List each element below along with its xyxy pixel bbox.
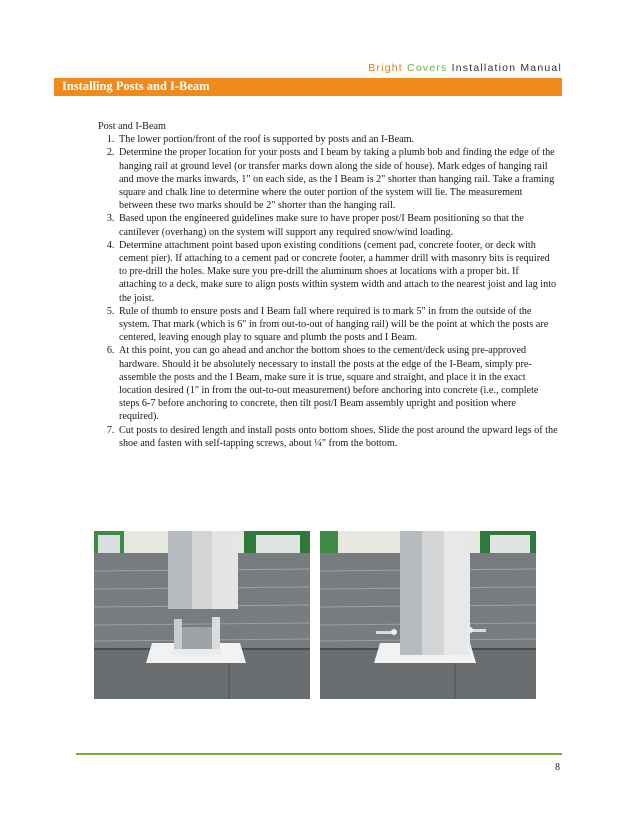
step-item: 5. Rule of thumb to ensure posts and I Beam fall where required is to mark 5" in from the outside of the system. That mark (which is 6" in from out-to-out of hanging rail) will be the point at which the posts are centered, leaving enough play to square and plumb the posts and I Beam. (117, 305, 558, 345)
step-item: 4. Determine attachment point based upon existing conditions (cement pad, concrete footer, or deck with cement pier). If attaching to a cement pad or concrete footer, a hammer drill with masonry bits is required to pre-drill the holes. Make sure you pre-drill the aluminum shoes at locations with a proper bit. If attaching to a deck, make sure to align posts within system width and attach to the nearest joist and lag into the joist. (117, 239, 558, 305)
body-text (98, 120, 558, 450)
step-item: 7. Cut posts to desired length and install posts onto bottom shoes. Slide the post around the upward legs of the shoe and fasten with self-tapping screws, about ¼" from the bottom. (117, 424, 558, 450)
subheading: Post and I-Beam (98, 121, 166, 132)
header-brand-bright: Bright (368, 62, 403, 74)
running-header (368, 62, 562, 74)
step-item: 1. The lower portion/front of the roof is supported by posts and an I-Beam. (117, 133, 558, 146)
steps-list (98, 133, 558, 450)
post-installed-render-figure (320, 531, 536, 699)
post-installed-illustration (320, 531, 536, 699)
section-title: Installing Posts and I-Beam (62, 79, 210, 93)
step-item: 2. Determine the proper location for your posts and I beam by taking a plumb bob and finding the edge of the hanging rail at ground level (or transfer marks down along the side of house). Mark edges of hanging rail and move the marks inwards, 1" on each side, as the I Beam is 2" shorter than hanging rail. Take a framing square and chalk line to determine where the outer portion of the system will lie. The measurement between these two marks should be 2" shorter than the hanging rail. (117, 146, 558, 212)
step-item: 3. Based upon the engineered guidelines make sure to have proper post/I Beam positioning so that the cantilever (overhang) on the system will support any required snow/wind loading. (117, 212, 558, 238)
header-brand-covers: Covers (407, 62, 448, 74)
footer-divider (76, 753, 562, 755)
section-banner (54, 78, 562, 96)
post-shoe-render-figure (94, 531, 310, 699)
header-manual-title: Installation Manual (451, 62, 562, 74)
page-number: 8 (555, 762, 560, 773)
post-shoe-illustration (94, 531, 310, 699)
step-item: 6. At this point, you can go ahead and anchor the bottom shoes to the cement/deck using pre-approved hardware. Should it be absolutely necessary to install the posts at the edge of the I-Beam, simply pre-assemble the posts and the I Beam, make sure it is true, square and straight, and place it in the exact location desired (1" in from the out-to-out measurement) before anchoring into concrete (i.e., complete steps 6-7 before anchoring to concrete, then tilt post/I Beam assembly upright and position where required). (117, 344, 558, 423)
